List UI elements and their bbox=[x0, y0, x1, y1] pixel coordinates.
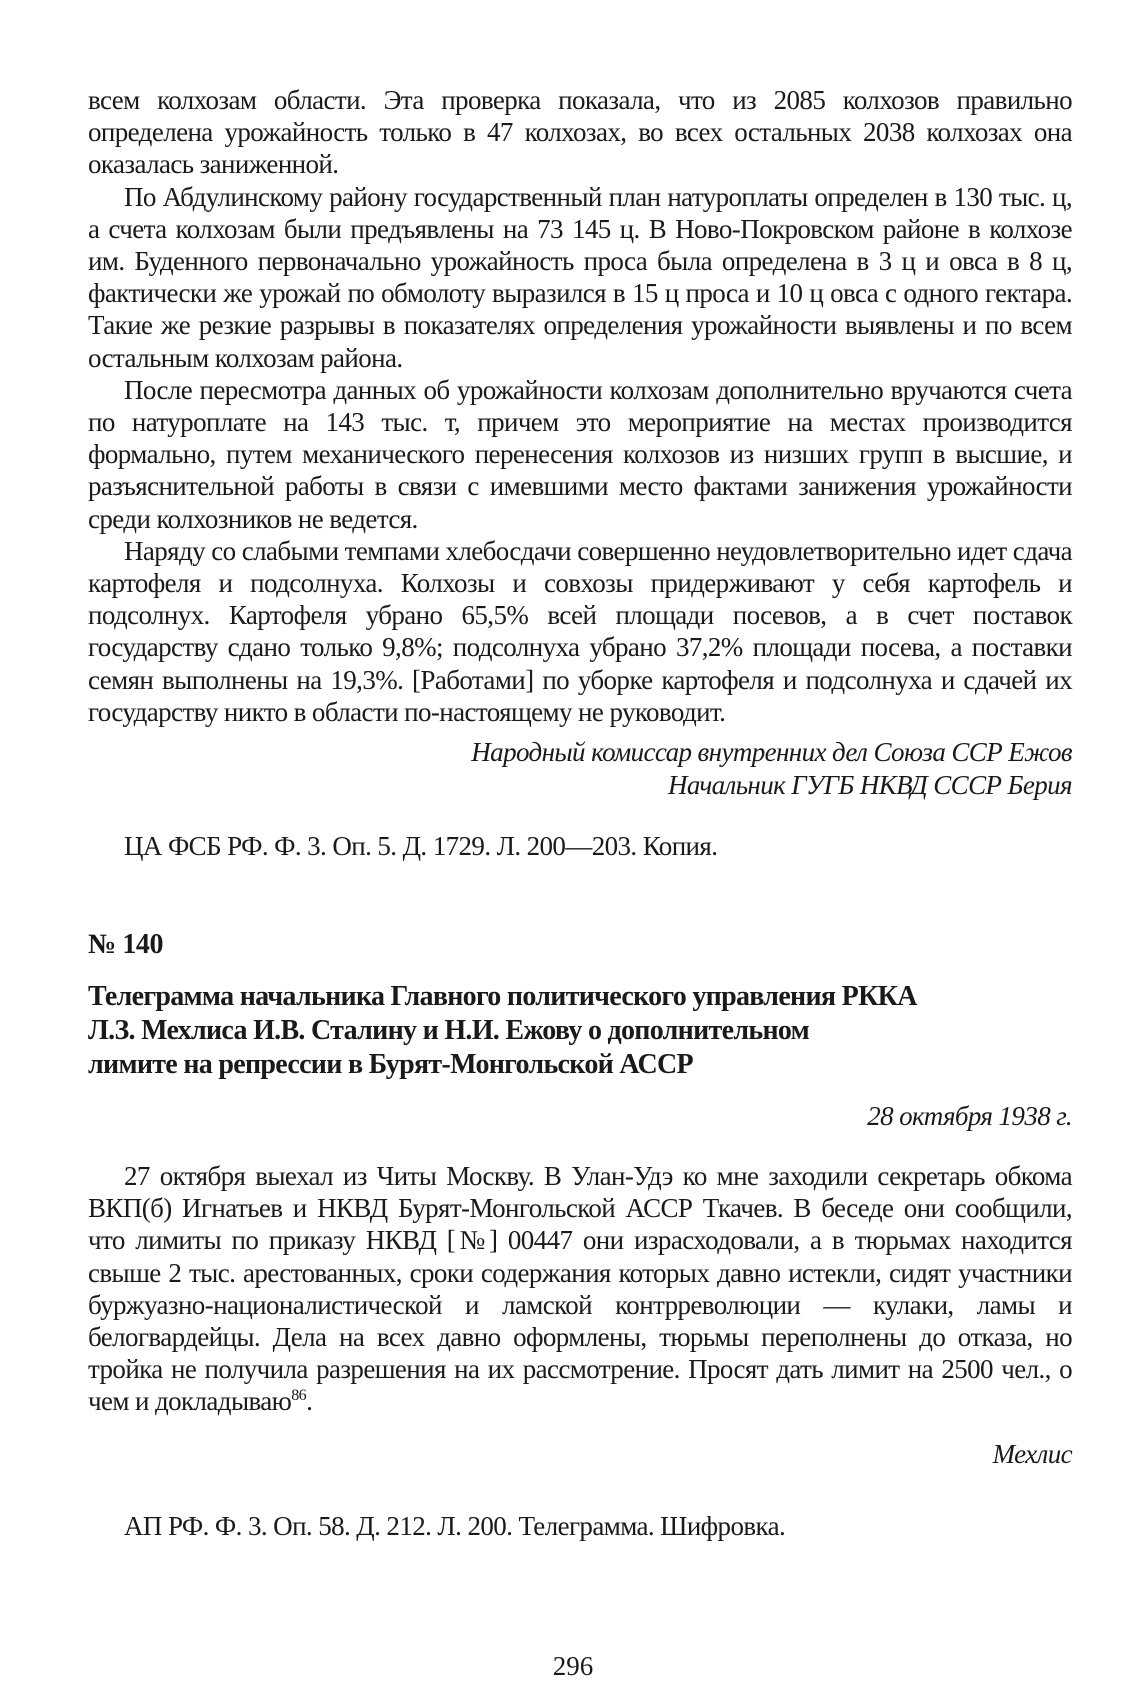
footnote-reference: 86 bbox=[291, 1387, 307, 1405]
telegram-text: 27 октября выехал из Читы Москву. В Улан-Удэ ко мне заходили секретарь обкома ВКП(б) Игнатьев и НКВД Бурят-Монгольской АССР Ткачев. В беседе они сообщили, что лимиты по приказу НКВД [№] 00447 они израсходовали, а в тюрьмах находится свыше 2 тыс. арестованных, сроки содержания которых давно истекли, сидят участники буржуазно-националистической и ламской контрреволюции — кулаки, ламы и белогвардейцы. Дела на всех давно оформлены, тюрьмы переполнены до отказа, но тройка не получила разрешения на их рассмотрение. Просят дать лимит на 2500 чел., о чем и докладываю bbox=[88, 1161, 1072, 1417]
paragraph: По Абдулинскому району государственный план натуроплаты определен в 130 тыс. ц, а счета колхозам были предъявлены на 73 145 ц. В Ново-Покровском районе в колхозе им. Буденного первоначально урожайность проса была определена в 3 ц и овса в 8 ц, фактически же урожай по обмолоту выразился в 15 ц проса и 10 ц овса с одного гектара. Такие же резкие разрывы в показателях определения урожайности выявлены и по всем остальным колхозам района. bbox=[88, 181, 1072, 373]
document-140 bbox=[88, 928, 1072, 1542]
paragraph: всем колхозам области. Эта проверка показала, что из 2085 колхозов правильно определена урожайность только в 47 колхозах, во всех остальных 2038 колхозах она оказалась заниженной. bbox=[88, 85, 1072, 180]
paragraph: Наряду со слабыми темпами хлебосдачи совершенно неудовлетворительно идет сдача картофеля и подсолнуха. Колхозы и совхозы придерживают у себя картофель и подсолнух. Картофеля убрано 65,5% всей площади посевов, а в счет поставок государству сдано только 9,8%; подсолнуха убрано 37,2% площади посева, а поставки семян выполнены на 19,3%. [Работами] по уборке картофеля и подсолнуха и сдачей их государству никто в области по-настоящему не руководит. bbox=[88, 535, 1072, 727]
signature-beria: Начальник ГУГБ НКВД СССР Берия bbox=[667, 770, 1072, 801]
title-line: Л.З. Мехлиса И.В. Сталину и Н.И. Ежову о дополнительном bbox=[88, 1015, 810, 1047]
archive-reference: ЦА ФСБ РФ. Ф. 3. Оп. 5. Д. 1729. Л. 200—203. Копия. bbox=[124, 831, 718, 862]
page-number: 296 bbox=[552, 1651, 594, 1681]
title-line: Телеграмма начальника Главного политического управления РККА bbox=[88, 981, 917, 1013]
document-date: 28 октября 1938 г. bbox=[867, 1101, 1072, 1132]
signature-block bbox=[88, 736, 1072, 802]
signature-yezhov: Народный комиссар внутренних дел Союза ССР Ежов bbox=[471, 737, 1072, 768]
document-title bbox=[88, 980, 1072, 1082]
previous-document-continuation bbox=[88, 84, 1072, 862]
title-line: лимите на репрессии в Бурят-Монгольской АССР bbox=[88, 1049, 693, 1081]
archive-reference: АП РФ. Ф. 3. Оп. 58. Д. 212. Л. 200. Телеграмма. Шифровка. bbox=[124, 1510, 786, 1541]
telegram-body bbox=[88, 1160, 1072, 1418]
document-page bbox=[88, 84, 1072, 1542]
signer: Мехлис bbox=[992, 1438, 1072, 1469]
telegram-text-end: . bbox=[306, 1386, 313, 1417]
paragraph: После пересмотра данных об урожайности колхозам дополнительно вручаются счета по натуроплате на 143 тыс. т, причем это мероприятие на местах производится формально, путем механического перенесения колхозов из низших групп в высшие, и разъяснительной работы в связи с имевшими место фактами занижения урожайности среди колхозников не ведется. bbox=[88, 374, 1072, 534]
document-number: № 140 bbox=[88, 929, 164, 961]
